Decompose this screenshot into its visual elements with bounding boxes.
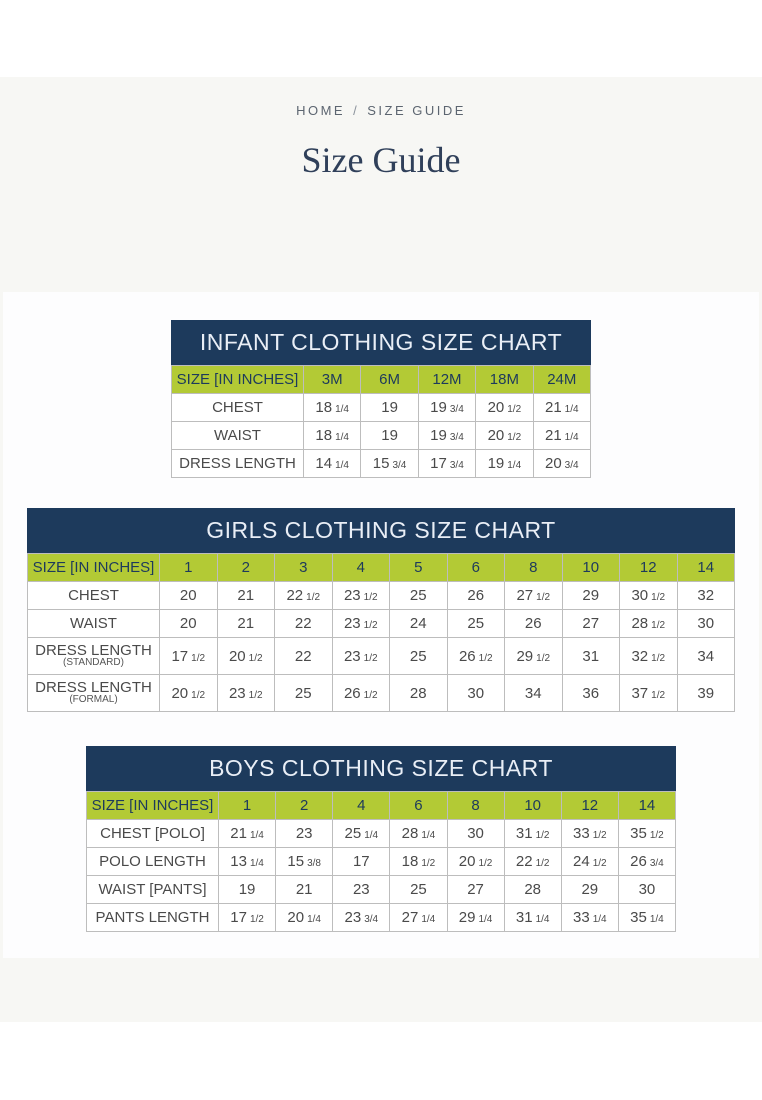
row-sublabel: (STANDARD) bbox=[63, 657, 124, 668]
table-row bbox=[28, 638, 735, 675]
value-cell: 31 bbox=[562, 638, 620, 675]
value-cell: 29 bbox=[562, 582, 620, 610]
size-chart-2 bbox=[86, 746, 676, 932]
value-cell: 21 bbox=[276, 876, 333, 904]
value-cell: 31 1/4 bbox=[504, 904, 561, 932]
size-guide-section bbox=[0, 77, 762, 1022]
value-cell: 27 1/2 bbox=[505, 582, 563, 610]
value-cell: 20 1/2 bbox=[476, 394, 533, 422]
value-cell: 34 bbox=[677, 638, 735, 675]
value-cell: 20 3/4 bbox=[533, 450, 590, 478]
size-header-cell: 3 bbox=[275, 554, 333, 582]
size-header-cell: 10 bbox=[562, 554, 620, 582]
value-cell: 25 bbox=[390, 638, 448, 675]
value-cell: 28 bbox=[504, 876, 561, 904]
size-header-cell: 14 bbox=[677, 554, 735, 582]
value-cell: 22 1/2 bbox=[504, 848, 561, 876]
value-cell: 35 1/2 bbox=[618, 820, 675, 848]
value-cell: 21 1/4 bbox=[533, 422, 590, 450]
size-header-cell: 2 bbox=[276, 792, 333, 820]
value-cell: 20 1/2 bbox=[447, 848, 504, 876]
value-cell: 23 1/2 bbox=[217, 675, 275, 712]
table-row bbox=[172, 394, 591, 422]
size-header-cell: 8 bbox=[447, 792, 504, 820]
row-label: CHEST bbox=[172, 394, 304, 422]
value-cell: 24 bbox=[390, 610, 448, 638]
value-cell: 22 bbox=[275, 638, 333, 675]
value-cell: 31 1/2 bbox=[504, 820, 561, 848]
value-cell: 14 1/4 bbox=[304, 450, 361, 478]
value-cell: 17 3/4 bbox=[418, 450, 475, 478]
value-cell: 18 1/2 bbox=[390, 848, 447, 876]
row-label: DRESS LENGTH (STANDARD) bbox=[28, 638, 160, 675]
value-cell: 26 3/4 bbox=[618, 848, 675, 876]
value-cell: 25 bbox=[390, 582, 448, 610]
row-label: DRESS LENGTH (FORMAL) bbox=[28, 675, 160, 712]
size-header-cell: 2 bbox=[217, 554, 275, 582]
value-cell: 20 bbox=[160, 582, 218, 610]
size-header-label: SIZE [IN INCHES] bbox=[87, 792, 219, 820]
value-cell: 20 1/2 bbox=[476, 422, 533, 450]
value-cell: 23 1/2 bbox=[332, 610, 390, 638]
breadcrumb-link-home[interactable]: HOME bbox=[296, 103, 346, 118]
value-cell: 28 1/4 bbox=[390, 820, 447, 848]
value-cell: 23 bbox=[333, 876, 390, 904]
value-cell: 18 1/4 bbox=[304, 394, 361, 422]
size-header-label: SIZE [IN INCHES] bbox=[172, 366, 304, 394]
value-cell: 34 bbox=[505, 675, 563, 712]
value-cell: 18 1/4 bbox=[304, 422, 361, 450]
size-header-cell: 12 bbox=[620, 554, 678, 582]
size-header-cell: 4 bbox=[333, 792, 390, 820]
value-cell: 21 bbox=[217, 582, 275, 610]
size-header-cell: 12M bbox=[418, 366, 475, 394]
value-cell: 39 bbox=[677, 675, 735, 712]
size-header-row bbox=[172, 366, 591, 394]
table-row bbox=[87, 876, 676, 904]
value-cell: 19 3/4 bbox=[418, 394, 475, 422]
size-header-cell: 3M bbox=[304, 366, 361, 394]
size-header-cell: 18M bbox=[476, 366, 533, 394]
size-header-cell: 4 bbox=[332, 554, 390, 582]
value-cell: 37 1/2 bbox=[620, 675, 678, 712]
table-row bbox=[172, 422, 591, 450]
value-cell: 36 bbox=[562, 675, 620, 712]
value-cell: 29 1/2 bbox=[505, 638, 563, 675]
value-cell: 15 3/4 bbox=[361, 450, 418, 478]
size-header-cell: 6M bbox=[361, 366, 418, 394]
table-row bbox=[172, 450, 591, 478]
size-tables bbox=[3, 292, 759, 958]
size-chart-1 bbox=[27, 508, 735, 712]
table-row bbox=[28, 610, 735, 638]
size-header-cell: 24M bbox=[533, 366, 590, 394]
value-cell: 19 3/4 bbox=[418, 422, 475, 450]
size-header-cell: 6 bbox=[447, 554, 505, 582]
value-cell: 17 bbox=[333, 848, 390, 876]
row-sublabel: (FORMAL) bbox=[69, 694, 118, 705]
value-cell: 30 bbox=[677, 610, 735, 638]
size-header-cell: 6 bbox=[390, 792, 447, 820]
value-cell: 28 1/2 bbox=[620, 610, 678, 638]
value-cell: 33 1/2 bbox=[561, 820, 618, 848]
value-cell: 26 1/2 bbox=[332, 675, 390, 712]
value-cell: 20 bbox=[160, 610, 218, 638]
table-row bbox=[87, 848, 676, 876]
value-cell: 23 bbox=[276, 820, 333, 848]
chart-title: GIRLS CLOTHING SIZE CHART bbox=[27, 508, 735, 553]
value-cell: 32 bbox=[677, 582, 735, 610]
value-cell: 26 bbox=[447, 582, 505, 610]
size-header-row bbox=[87, 792, 676, 820]
row-label: CHEST [POLO] bbox=[87, 820, 219, 848]
row-label: DRESS LENGTH bbox=[172, 450, 304, 478]
value-cell: 22 bbox=[275, 610, 333, 638]
value-cell: 29 bbox=[561, 876, 618, 904]
row-label: WAIST bbox=[28, 610, 160, 638]
row-label: PANTS LENGTH bbox=[87, 904, 219, 932]
value-cell: 23 1/2 bbox=[332, 582, 390, 610]
size-header-cell: 1 bbox=[160, 554, 218, 582]
value-cell: 26 1/2 bbox=[447, 638, 505, 675]
row-label: WAIST [PANTS] bbox=[87, 876, 219, 904]
value-cell: 32 1/2 bbox=[620, 638, 678, 675]
size-header-cell: 10 bbox=[504, 792, 561, 820]
size-header-cell: 1 bbox=[219, 792, 276, 820]
size-table-grid bbox=[171, 365, 591, 478]
value-cell: 19 1/4 bbox=[476, 450, 533, 478]
value-cell: 23 1/2 bbox=[332, 638, 390, 675]
size-table-grid bbox=[27, 553, 735, 712]
value-cell: 30 1/2 bbox=[620, 582, 678, 610]
chart-title: BOYS CLOTHING SIZE CHART bbox=[86, 746, 676, 791]
value-cell: 19 bbox=[361, 422, 418, 450]
value-cell: 30 bbox=[447, 820, 504, 848]
value-cell: 35 1/4 bbox=[618, 904, 675, 932]
value-cell: 28 bbox=[390, 675, 448, 712]
value-cell: 26 bbox=[505, 610, 563, 638]
size-header-row bbox=[28, 554, 735, 582]
value-cell: 30 bbox=[618, 876, 675, 904]
size-header-cell: 8 bbox=[505, 554, 563, 582]
row-label: WAIST bbox=[172, 422, 304, 450]
table-row bbox=[87, 820, 676, 848]
value-cell: 27 bbox=[447, 876, 504, 904]
value-cell: 25 1/4 bbox=[333, 820, 390, 848]
value-cell: 17 1/2 bbox=[219, 904, 276, 932]
value-cell: 25 bbox=[390, 876, 447, 904]
breadcrumb-current: SIZE GUIDE bbox=[367, 103, 466, 118]
value-cell: 29 1/4 bbox=[447, 904, 504, 932]
value-cell: 17 1/2 bbox=[160, 638, 218, 675]
size-header-cell: 12 bbox=[561, 792, 618, 820]
value-cell: 15 3/8 bbox=[276, 848, 333, 876]
content-card bbox=[3, 292, 759, 958]
value-cell: 19 bbox=[361, 394, 418, 422]
value-cell: 20 1/2 bbox=[217, 638, 275, 675]
value-cell: 13 1/4 bbox=[219, 848, 276, 876]
value-cell: 21 bbox=[217, 610, 275, 638]
value-cell: 21 1/4 bbox=[219, 820, 276, 848]
value-cell: 23 3/4 bbox=[333, 904, 390, 932]
value-cell: 20 1/2 bbox=[160, 675, 218, 712]
table-row bbox=[28, 582, 735, 610]
value-cell: 22 1/2 bbox=[275, 582, 333, 610]
row-label: CHEST bbox=[28, 582, 160, 610]
table-row bbox=[28, 675, 735, 712]
value-cell: 30 bbox=[447, 675, 505, 712]
value-cell: 20 1/4 bbox=[276, 904, 333, 932]
table-row bbox=[87, 904, 676, 932]
value-cell: 33 1/4 bbox=[561, 904, 618, 932]
size-header-label: SIZE [IN INCHES] bbox=[28, 554, 160, 582]
value-cell: 21 1/4 bbox=[533, 394, 590, 422]
value-cell: 27 1/4 bbox=[390, 904, 447, 932]
chart-title: INFANT CLOTHING SIZE CHART bbox=[171, 320, 591, 365]
value-cell: 24 1/2 bbox=[561, 848, 618, 876]
size-header-cell: 14 bbox=[618, 792, 675, 820]
size-chart-0 bbox=[171, 320, 591, 478]
value-cell: 25 bbox=[447, 610, 505, 638]
value-cell: 27 bbox=[562, 610, 620, 638]
size-table-grid bbox=[86, 791, 676, 932]
row-label: POLO LENGTH bbox=[87, 848, 219, 876]
value-cell: 19 bbox=[219, 876, 276, 904]
breadcrumb bbox=[0, 103, 762, 118]
size-header-cell: 5 bbox=[390, 554, 448, 582]
breadcrumb-separator: / bbox=[353, 103, 360, 118]
page-title: Size Guide bbox=[301, 140, 461, 180]
value-cell: 25 bbox=[275, 675, 333, 712]
